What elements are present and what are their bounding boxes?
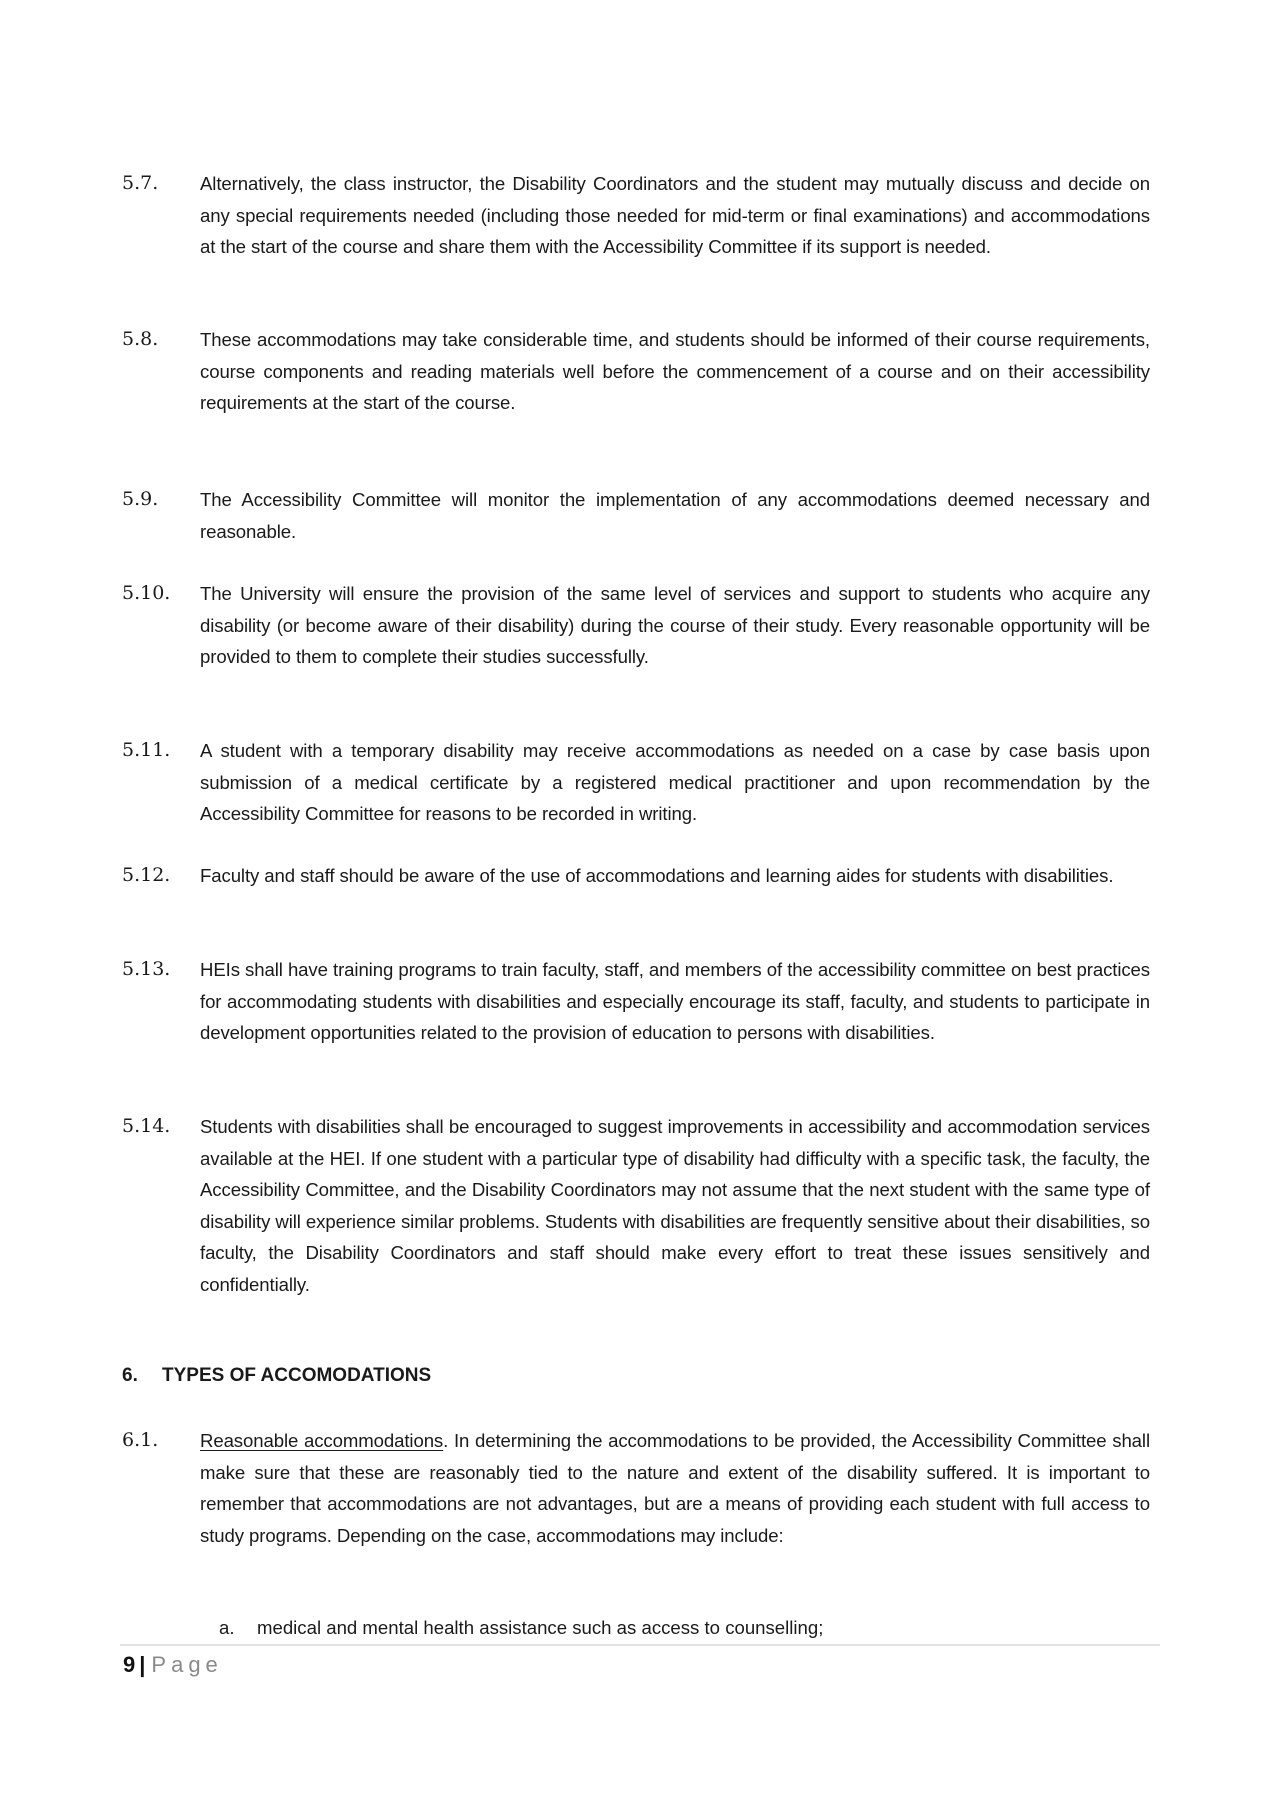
paragraph-text: Faculty and staff should be aware of the use of accommodations and learning aides for students with disabilities. xyxy=(200,865,1114,886)
paragraph-number: 6.1. xyxy=(122,1429,159,1451)
paragraph-5-9 xyxy=(118,484,1160,547)
paragraph-number: 5.14. xyxy=(122,1115,171,1137)
paragraph-text: The Accessibility Committee will monitor the implementation of any accommodations deemed necessary and reasonable. xyxy=(200,489,1150,542)
list-item xyxy=(219,1612,823,1644)
paragraph-text: Alternatively, the class instructor, the Disability Coordinators and the student may mutually discuss and decide on any special requirements needed (including those needed for mid-term or final examinations) and accommodations at the start of the course and share them with the Accessibility Committee if its support is needed. xyxy=(200,173,1150,257)
footer-divider xyxy=(120,1644,1160,1646)
paragraph-5-14 xyxy=(118,1111,1160,1300)
paragraph-number: 5.10. xyxy=(122,582,171,604)
paragraph-5-11 xyxy=(118,735,1160,830)
paragraph-text: These accommodations may take considerable time, and students should be informed of their course requirements, course components and reading materials well before the commencement of a course and on their accessibility requirements at the start of the course. xyxy=(200,329,1150,413)
section-heading xyxy=(122,1360,431,1392)
paragraph-number: 5.8. xyxy=(122,328,159,350)
paragraph-number: 5.13. xyxy=(122,958,171,980)
paragraph-6-1 xyxy=(118,1425,1160,1551)
list-item-letter: a. xyxy=(219,1617,235,1638)
paragraph-number: 5.7. xyxy=(122,172,159,194)
paragraph-text xyxy=(200,1425,1150,1551)
section-number: 6. xyxy=(122,1365,138,1386)
paragraph-text: HEIs shall have training programs to train faculty, staff, and members of the accessibility committee on best practices for accommodating students with disabilities and especially encourage its staff, faculty, and students to participate in development opportunities related to the provision of education to persons with disabilities. xyxy=(200,959,1150,1043)
paragraph-text: A student with a temporary disability may receive accommodations as needed on a case by case basis upon submission of a medical certificate by a registered medical practitioner and upon recommendation by the Accessibility Committee for reasons to be recorded in writing. xyxy=(200,740,1150,824)
paragraph-text: The University will ensure the provision of the same level of services and support to students who acquire any disability (or become aware of their disability) during the course of their study. Every reasonable opportunity will be provided to them to complete their studies successfully. xyxy=(200,583,1150,667)
paragraph-number: 5.12. xyxy=(122,864,171,886)
page-label: Page xyxy=(151,1652,223,1677)
page-footer xyxy=(123,1650,223,1680)
paragraph-5-10 xyxy=(118,578,1160,673)
list-item-text: medical and mental health assistance such as access to counselling; xyxy=(257,1617,824,1638)
paragraph-5-7 xyxy=(118,168,1160,263)
paragraph-5-13 xyxy=(118,954,1160,1049)
paragraph-5-12 xyxy=(118,860,1160,892)
paragraph-body: . In determining the accommodations to be provided, the Accessibility Committee shall make sure that these are reasonably tied to the nature and extent of the disability suffered. It is important to remember that accommodations are not advantages, but are a means of providing each student with full access to study programs. Depending on the case, accommodations may include: xyxy=(200,1430,1150,1546)
paragraph-number: 5.9. xyxy=(122,488,159,510)
page-number: 9 xyxy=(123,1652,136,1677)
paragraph-number: 5.11. xyxy=(122,739,171,761)
section-title: TYPES OF ACCOMODATIONS xyxy=(162,1365,432,1386)
footer-separator: | xyxy=(139,1652,146,1677)
paragraph-text: Students with disabilities shall be encouraged to suggest improvements in accessibility and accommodation services available at the HEI. If one student with a particular type of disability had difficulty with a specific task, the faculty, the Accessibility Committee, and the Disability Coordinators may not assume that the next student with the same type of disability will experience similar problems. Students with disabilities are frequently sensitive about their disabilities, so faculty, the Disability Coordinators and staff should make every effort to treat these issues sensitively and confidentially. xyxy=(200,1116,1150,1295)
paragraph-5-8 xyxy=(118,324,1160,419)
underlined-lead: Reasonable accommodations xyxy=(200,1430,444,1451)
